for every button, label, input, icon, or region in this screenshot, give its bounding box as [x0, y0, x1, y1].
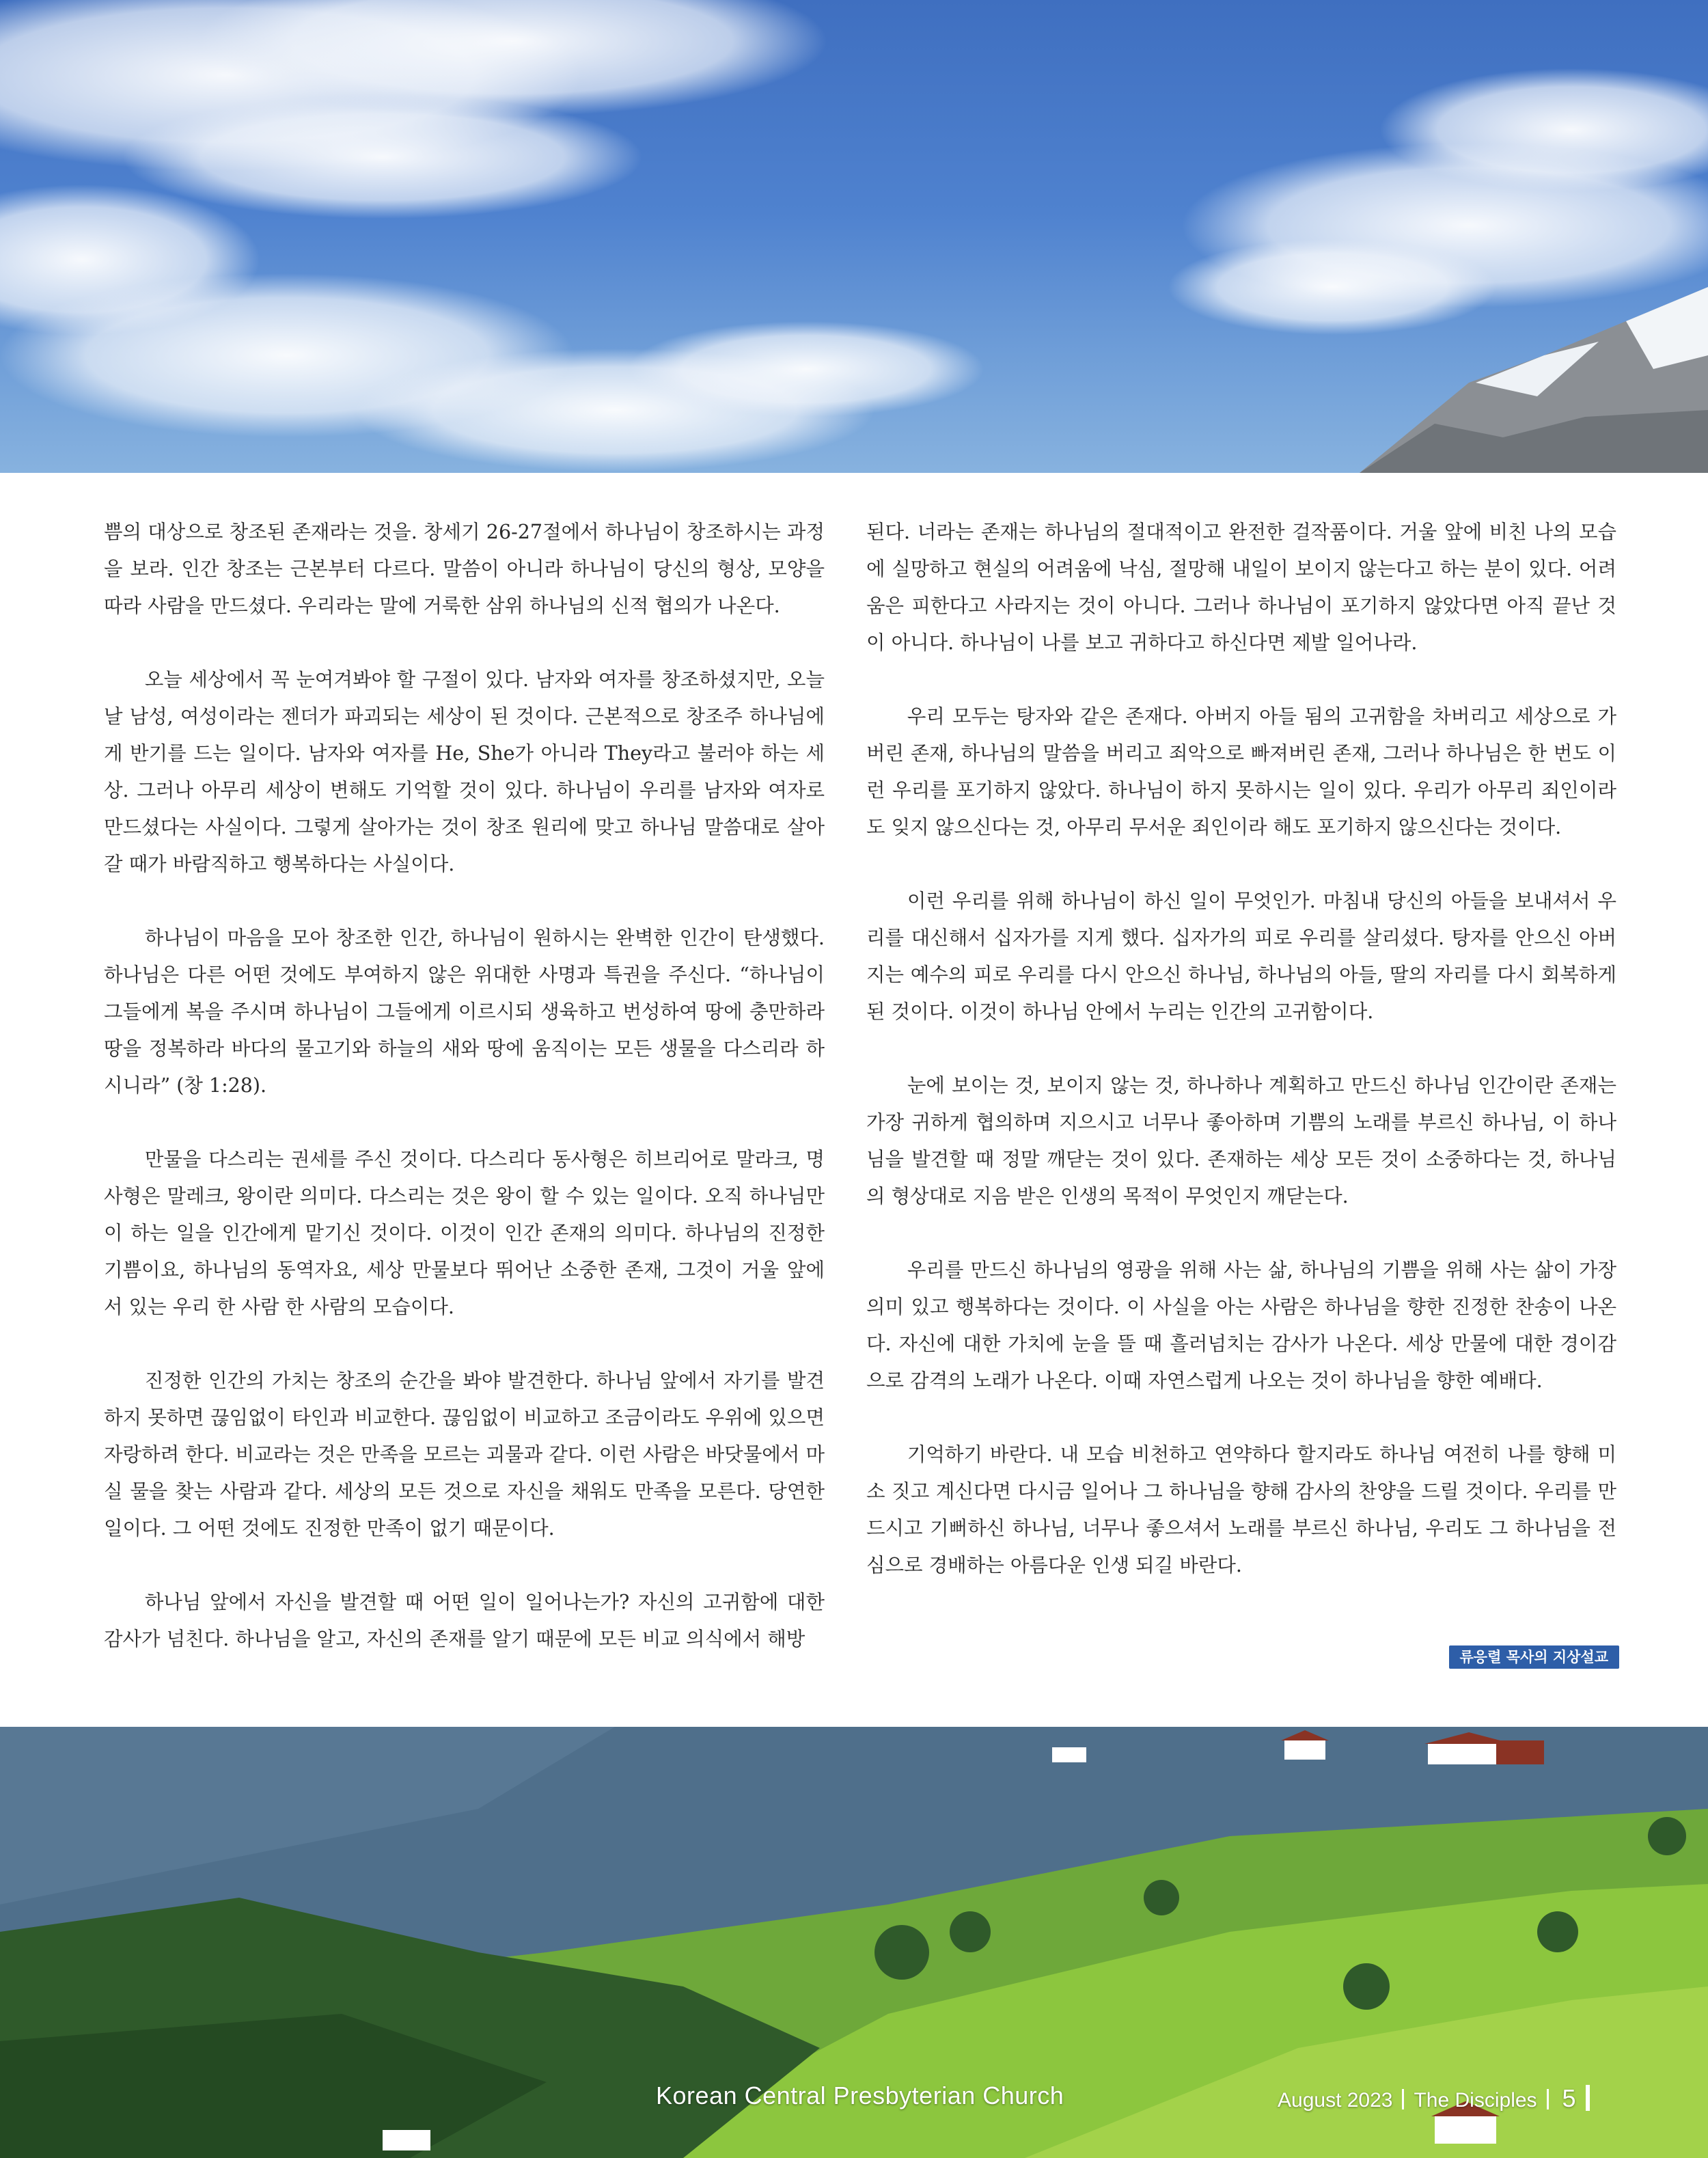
page-number: 5: [1562, 2084, 1576, 2112]
footer-organization: Korean Central Presbyterian Church: [656, 2081, 1064, 2109]
footer-separator: [1547, 2089, 1549, 2109]
article-paragraph: 하나님 앞에서 자신을 발견할 때 어떤 일이 일어나는가? 자신의 고귀함에 대한 감사가 넘친다. 하나님을 알고, 자신의 존재를 알기 때문에 모든 비교 의식에서 해방: [104, 1591, 825, 1650]
article-paragraph: 눈에 보이는 것, 보이지 않는 것, 하나하나 계획하고 만드신 하나님 인간이란 존재는 가장 귀하게 협의하며 지으시고 너무나 좋아하며 기쁨의 노래를 부르신 하나님, 이 하나님을 발견할 때 정말 깨닫는 것이 있다. 존재하는 세상 모든 것이 소중하다는 것, 하나님의 형상대로 지음 받은 인생의 목적이 무엇인지 깨닫는다.: [866, 1074, 1616, 1207]
article-paragraph: 우리를 만드신 하나님의 영광을 위해 사는 삶, 하나님의 기쁨을 위해 사는 삶이 가장 의미 있고 행복하다는 것이다. 이 사실을 아는 사람은 하나님을 향한 진정한 찬송이 나온다. 자신에 대한 가치에 눈을 뜰 때 흘러넘치는 감사가 나온다. 세상 만물에 대한 경이감으로 감격의 노래가 나온다. 이때 자연스럽게 나오는 것이 하나님을 향한 예배다.: [866, 1259, 1616, 1392]
article-left-column: [104, 514, 825, 1658]
sky-photo: [0, 0, 1708, 473]
article-paragraph: 이런 우리를 위해 하나님이 하신 일이 무엇인가. 마침내 당신의 아들을 보내셔서 우리를 대신해서 십자가를 지게 했다. 십자가의 피로 우리를 살리셨다. 탕자를 안으신 아버지는 예수의 피로 우리를 다시 안으신 하나님, 하나님의 아들, 딸의 자리를 다시 회복하게 된 것이다. 이것이 하나님 안에서 누리는 인간의 고귀함이다.: [866, 890, 1616, 1023]
article-paragraph: 된다. 너라는 존재는 하나님의 절대적이고 완전한 걸작품이다. 거울 앞에 비친 나의 모습에 실망하고 현실의 어려움에 낙심, 절망해 내일이 보이지 않는다고 하는 분이 있다. 어려움은 피한다고 사라지는 것이 아니다. 그러나 하나님이 포기하지 않았다면 아직 끝난 것이 아니다. 하나님이 나를 보고 귀하다고 하신다면 제발 일어나라.: [866, 521, 1616, 654]
series-label-badge: 류응렬 목사의 지상설교: [1449, 1645, 1619, 1669]
footer-magazine-title: The Disciples: [1414, 2089, 1537, 2112]
article-paragraph: 쁨의 대상으로 창조된 존재라는 것을. 창세기 26-27절에서 하나님이 창조하시는 과정을 보라. 인간 창조는 근본부터 다르다. 말씀이 아니라 하나님이 당신의 형상, 모양을 따라 사람을 만드셨다. 우리라는 말에 거룩한 삼위 하나님의 신적 협의가 나온다.: [104, 521, 825, 617]
page-number-bar: [1586, 2085, 1590, 2111]
article-right-column: [866, 514, 1616, 1584]
article-paragraph: 만물을 다스리는 권세를 주신 것이다. 다스리다 동사형은 히브리어로 말라크, 명사형은 말레크, 왕이란 의미다. 다스리는 것은 왕이 할 수 있는 일이다. 오직 하나님만이 하는 일을 인간에게 맡기신 것이다. 이것이 인간 존재의 의미다. 하나님의 진정한 기쁨이요, 하나님의 동역자요, 세상 만물보다 뛰어난 소중한 존재, 그것이 거울 앞에 서 있는 우리 한 사람 한 사람의 모습이다.: [104, 1148, 825, 1318]
article-paragraph: 하나님이 마음을 모아 창조한 인간, 하나님이 원하시는 완벽한 인간이 탄생했다. 하나님은 다른 어떤 것에도 부여하지 않은 위대한 사명과 특권을 주신다. “하나님이 그들에게 복을 주시며 하나님이 그들에게 이르시되 생육하고 번성하여 땅에 충만하라 땅을 정복하라 바다의 물고기와 하늘의 새와 땅에 움직이는 모든 생물을 다스리라 하시니라” (창 1:28).: [104, 927, 825, 1097]
article-paragraph: 기억하기 바란다. 내 모습 비천하고 연약하다 할지라도 하나님 여전히 나를 향해 미소 짓고 계신다면 다시금 일어나 그 하나님을 향해 감사의 찬양을 드릴 것이다. 우리를 만드시고 기뻐하신 하나님, 너무나 좋으셔서 노래를 부르신 하나님, 우리도 그 하나님을 전심으로 경배하는 아름다운 인생 되길 바란다.: [866, 1443, 1616, 1576]
footer-issue-date: August 2023: [1278, 2089, 1393, 2112]
article-paragraph: 오늘 세상에서 꼭 눈여겨봐야 할 구절이 있다. 남자와 여자를 창조하셨지만, 오늘날 남성, 여성이라는 젠더가 파괴되는 세상이 된 것이다. 근본적으로 창조주 하나님에게 반기를 드는 일이다. 남자와 여자를 He, She가 아니라 They라고 불러야 하는 세상. 그러나 아무리 세상이 변해도 기억할 것이 있다. 하나님이 우리를 남자와 여자로 만드셨다는 사실이다. 그렇게 살아가는 것이 창조 원리에 맞고 하나님 말씀대로 살아갈 때가 바람직하고 행복하다는 사실이다.: [104, 668, 825, 875]
article-paragraph: 우리 모두는 탕자와 같은 존재다. 아버지 아들 됨의 고귀함을 차버리고 세상으로 가버린 존재, 하나님의 말씀을 버리고 죄악으로 빠져버린 존재, 그러나 하나님은 한 번도 이런 우리를 포기하지 않았다. 하나님이 하지 못하시는 일이 있다. 우리가 아무리 죄인이라도 잊지 않으신다는 것, 아무리 무서운 죄인이라 해도 포기하지 않으신다는 것이다.: [866, 705, 1616, 838]
article-paragraph: 진정한 인간의 가치는 창조의 순간을 봐야 발견한다. 하나님 앞에서 자기를 발견하지 못하면 끊임없이 타인과 비교한다. 끊임없이 비교하고 조금이라도 우위에 있으면 자랑하려 한다. 비교라는 것은 만족을 모르는 괴물과 같다. 이런 사람은 바닷물에서 마실 물을 찾는 사람과 같다. 세상의 모든 것으로 자신을 채워도 만족을 모른다. 당연한 일이다. 그 어떤 것에도 진정한 만족이 없기 때문이다.: [104, 1369, 825, 1540]
article-body: [0, 473, 1708, 1727]
footer-issue-info: [1278, 2084, 1590, 2113]
footer-separator: [1402, 2089, 1404, 2109]
